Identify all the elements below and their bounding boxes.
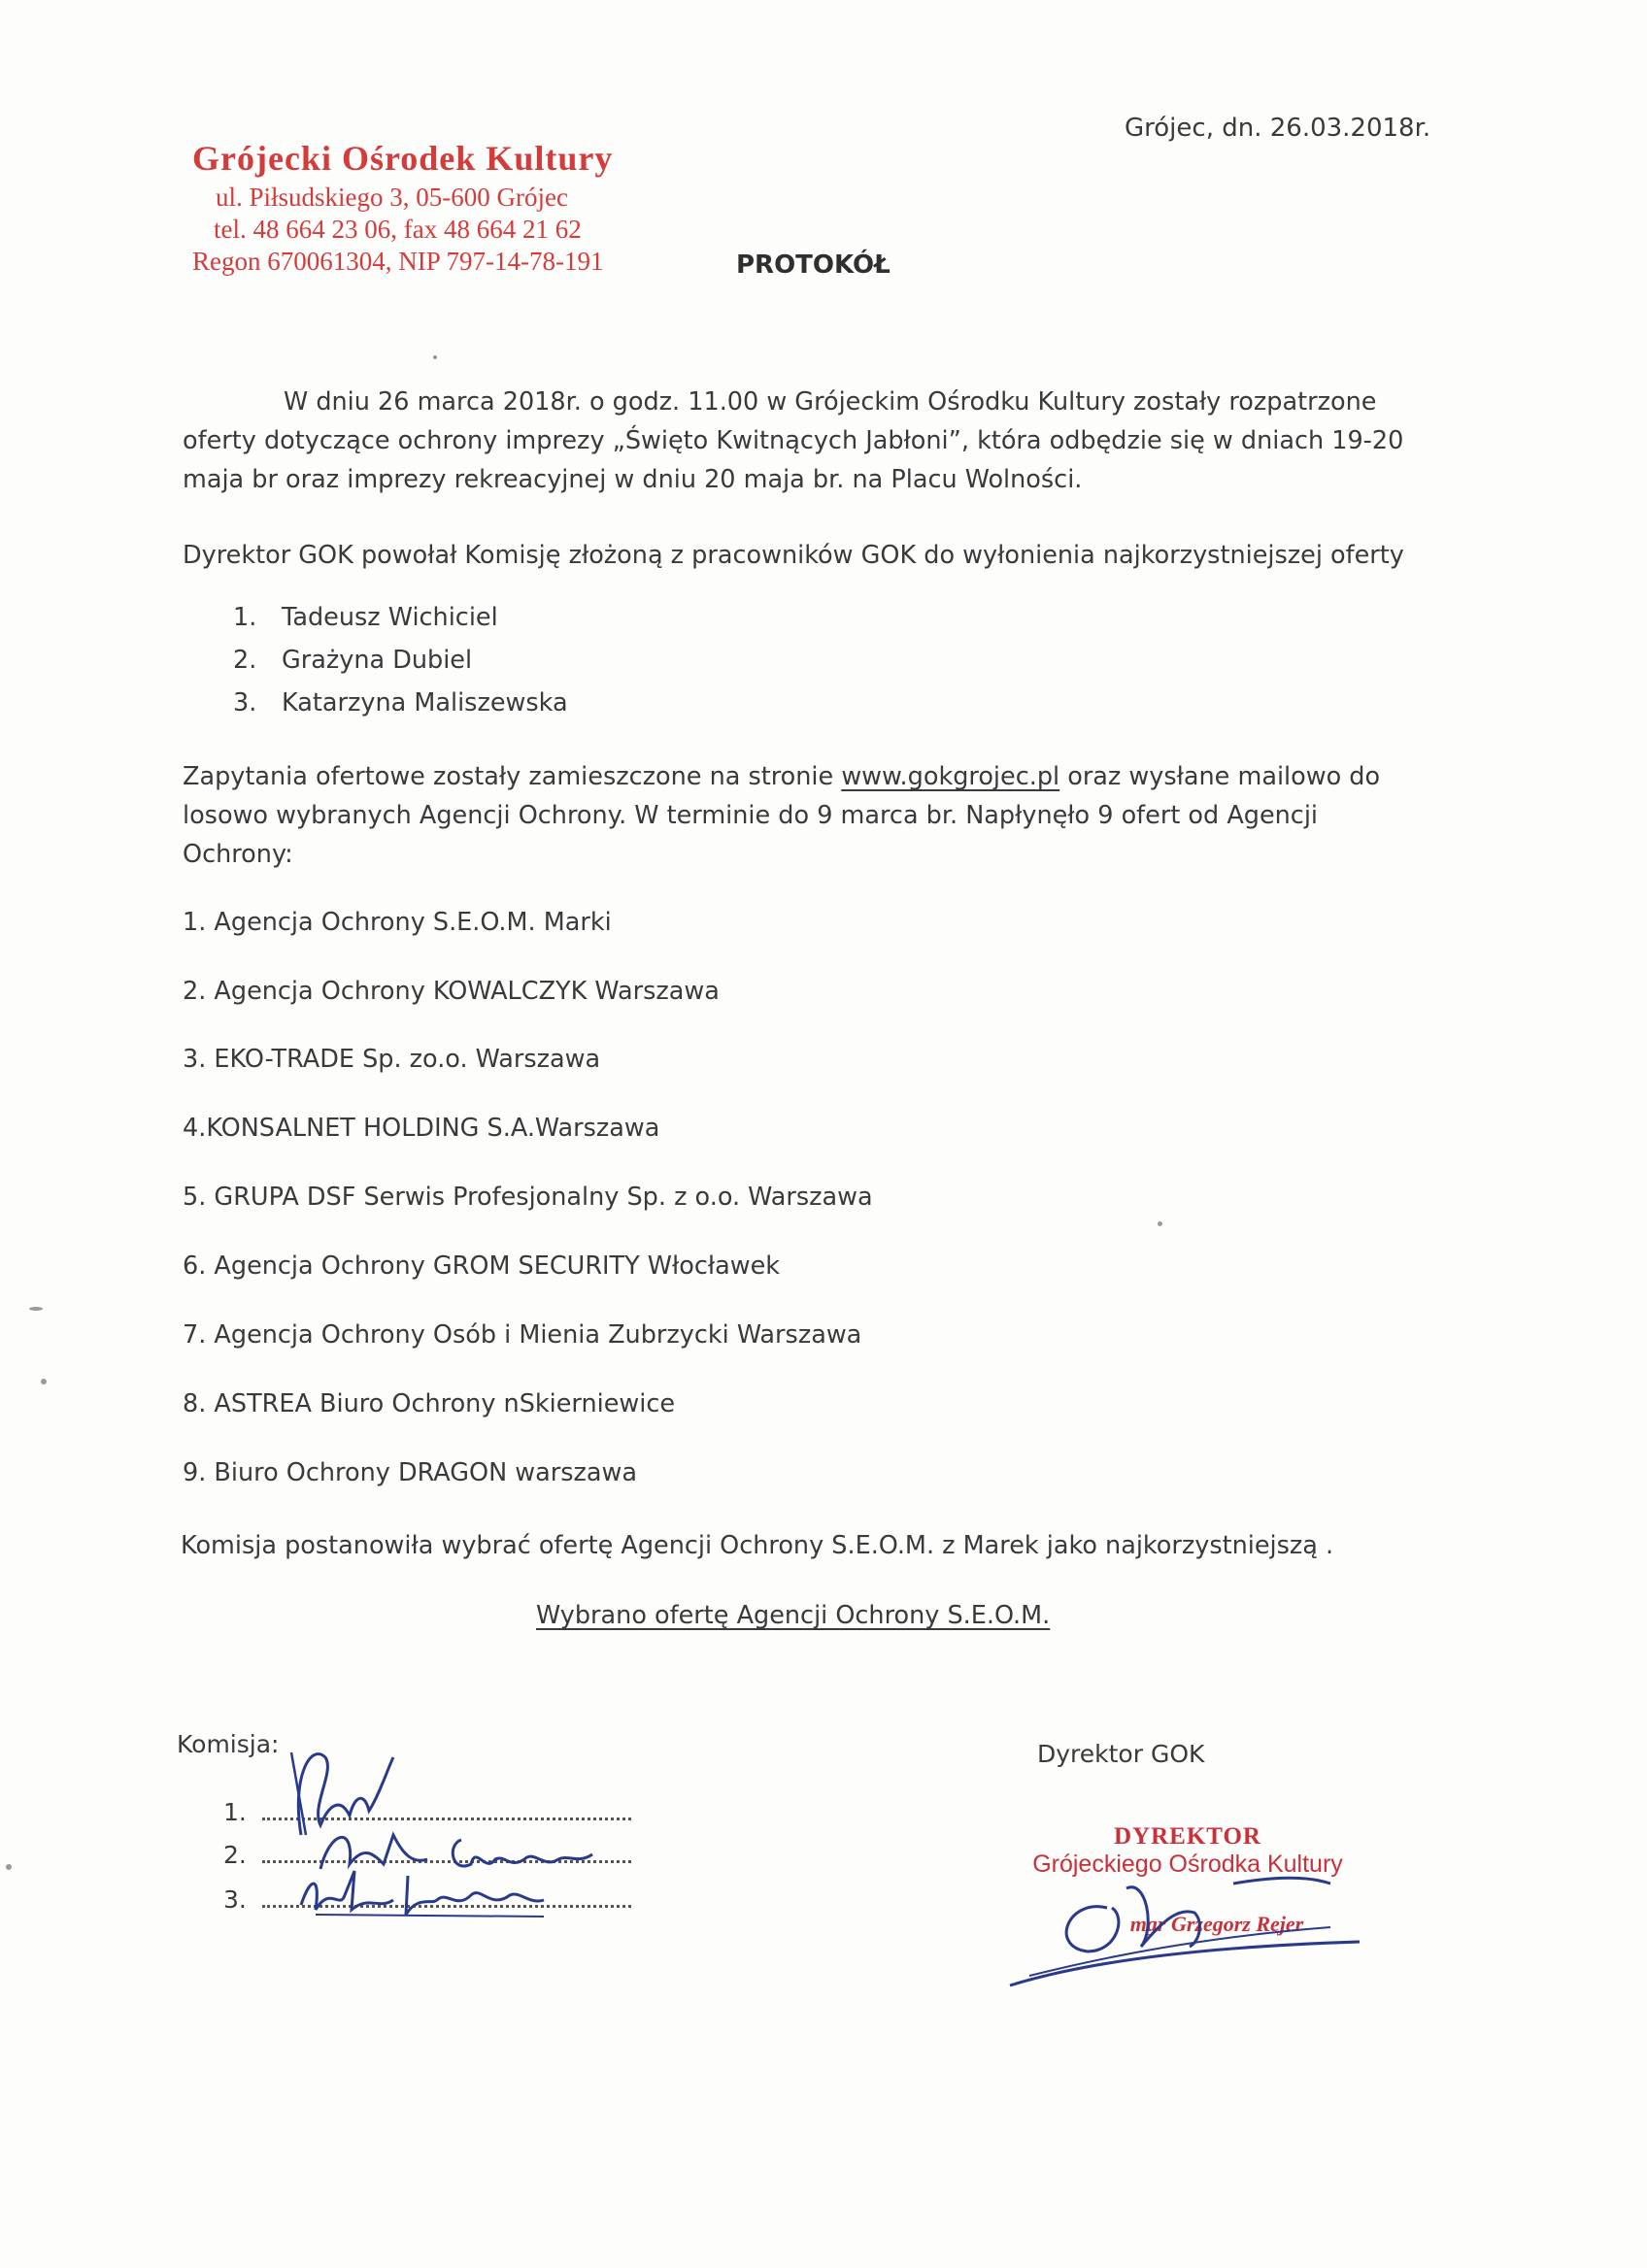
member-number: 3. bbox=[233, 688, 257, 717]
director-stamp-org: Grójeckiego Ośrodka Kultury bbox=[1032, 1851, 1343, 1878]
website-link[interactable]: www.gokgrojec.pl bbox=[841, 762, 1060, 791]
signature-number: 3. bbox=[223, 1885, 247, 1914]
inquiry-text: Zapytania ofertowe zostały zamieszczone na stronie bbox=[183, 762, 842, 791]
commission-intro: Dyrektor GOK powołał Komisję złożoną z pracowników GOK do wyłonienia najkorzystniejszej oferty bbox=[183, 541, 1404, 570]
inquiry-line-3: Ochrony: bbox=[183, 840, 293, 869]
handwritten-signature-3 bbox=[291, 1866, 563, 1924]
decision-text: Komisja postanowiła wybrać ofertę Agencji Ochrony S.E.O.M. z Marek jako najkorzystniejszą . bbox=[181, 1531, 1334, 1560]
member-name: Katarzyna Maliszewska bbox=[282, 688, 568, 717]
member-number: 1. bbox=[233, 603, 257, 632]
member-name: Tadeusz Wichiciel bbox=[282, 603, 498, 632]
director-signature bbox=[1010, 1869, 1379, 1995]
scan-speck bbox=[29, 1307, 43, 1311]
document-date: Grójec, dn. 26.03.2018r. bbox=[1125, 114, 1431, 143]
selected-offer: Wybrano ofertę Agencji Ochrony S.E.O.M. bbox=[536, 1601, 1051, 1630]
commission-member-list bbox=[233, 596, 568, 724]
offer-item-9: 9. Biuro Ochrony DRAGON warszawa bbox=[183, 1458, 638, 1487]
scan-speck bbox=[1158, 1221, 1162, 1226]
offer-item-8: 8. ASTREA Biuro Ochrony nSkierniewice bbox=[183, 1389, 676, 1418]
inquiry-text: oraz wysłane mailowo do bbox=[1059, 762, 1381, 791]
list-item bbox=[233, 639, 568, 682]
scan-speck bbox=[6, 1864, 12, 1870]
document-title: PROTOKÓŁ bbox=[736, 250, 891, 280]
organization-regon: Regon 670061304, NIP 797-14-78-191 bbox=[192, 247, 604, 276]
organization-phone: tel. 48 664 23 06, fax 48 664 21 62 bbox=[214, 215, 582, 244]
organization-stamp bbox=[192, 138, 613, 277]
intro-line-1: W dniu 26 marca 2018r. o godz. 11.00 w Grójeckim Ośrodku Kultury zostały rozpatrzone bbox=[284, 387, 1377, 417]
inquiry-paragraph bbox=[183, 757, 1380, 874]
offer-item-6: 6. Agencja Ochrony GROM SECURITY Włocławek bbox=[183, 1251, 781, 1281]
scan-speck bbox=[41, 1379, 47, 1384]
commission-label: Komisja: bbox=[177, 1730, 280, 1758]
inquiry-line-1 bbox=[183, 757, 1380, 796]
offer-item-3: 3. EKO-TRADE Sp. zo.o. Warszawa bbox=[183, 1045, 601, 1074]
offer-item-1: 1. Agencja Ochrony S.E.O.M. Marki bbox=[183, 908, 612, 937]
offer-item-7: 7. Agencja Ochrony Osób i Mienia Zubrzycki Warszawa bbox=[183, 1320, 862, 1350]
signature-number: 2. bbox=[223, 1841, 247, 1869]
list-item bbox=[233, 682, 568, 724]
intro-paragraph bbox=[183, 383, 1403, 499]
intro-line-2: oferty dotyczące ochrony imprezy „Święto Kwitnących Jabłoni”, która odbędzie się w dniach 19-20 bbox=[183, 426, 1404, 455]
organization-name: Grójecki Ośrodek Kultury bbox=[192, 139, 614, 178]
member-name: Grażyna Dubiel bbox=[282, 646, 473, 675]
intro-line-3: maja br oraz imprezy rekreacyjnej w dniu 20 maja br. na Placu Wolności. bbox=[183, 465, 1083, 494]
organization-address: ul. Piłsudskiego 3, 05-600 Grójec bbox=[216, 183, 568, 212]
director-label: Dyrektor GOK bbox=[1037, 1740, 1205, 1768]
offer-item-4: 4.KONSALNET HOLDING S.A.Warszawa bbox=[183, 1114, 660, 1143]
scan-speck bbox=[433, 355, 437, 359]
offer-item-5: 5. GRUPA DSF Serwis Profesjonalny Sp. z o.o. Warszawa bbox=[183, 1183, 873, 1212]
signature-number: 1. bbox=[223, 1798, 247, 1826]
offer-item-2: 2. Agencja Ochrony KOWALCZYK Warszawa bbox=[183, 977, 720, 1006]
list-item bbox=[233, 596, 568, 639]
inquiry-line-2: losowo wybranych Agencji Ochrony. W terminie do 9 marca br. Napłynęło 9 ofert od Agencji bbox=[183, 801, 1318, 830]
director-stamp-title: DYREKTOR bbox=[1113, 1823, 1261, 1850]
director-stamp-name: mgr Grzegorz Rejer bbox=[1129, 1912, 1304, 1936]
member-number: 2. bbox=[233, 646, 257, 675]
